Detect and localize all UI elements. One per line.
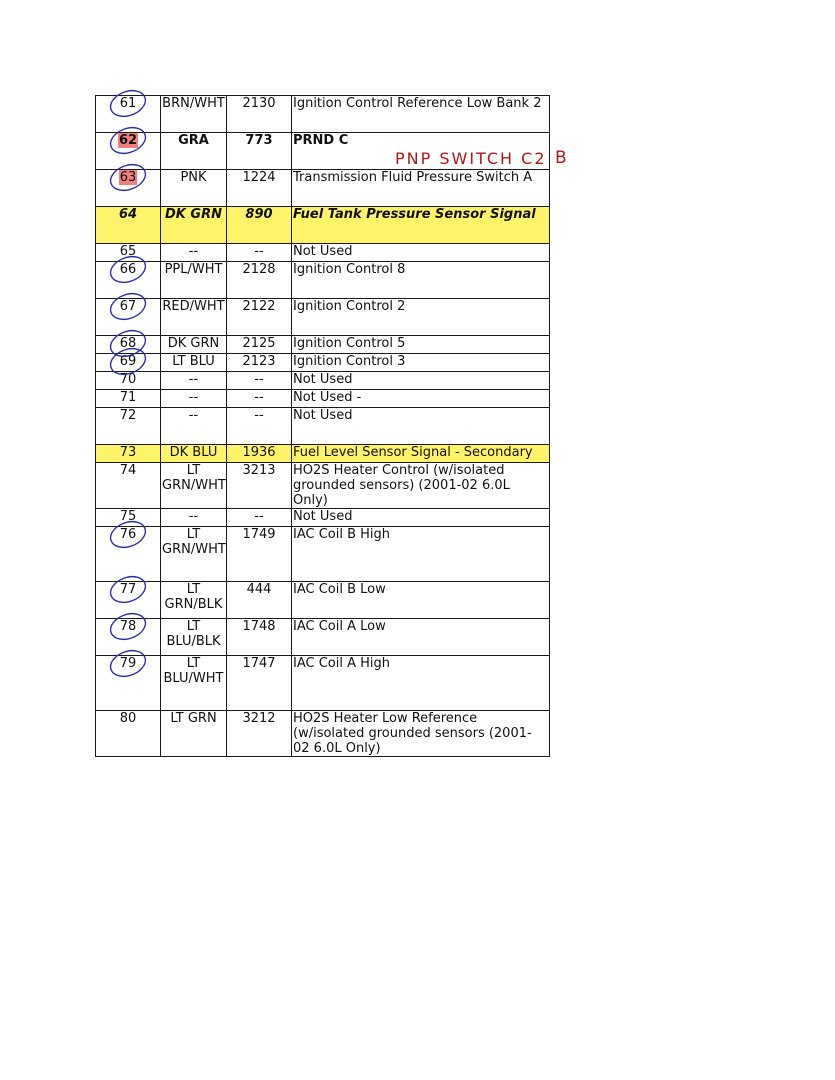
wire-color-cell: -- (161, 372, 227, 390)
table-row (96, 527, 550, 582)
pin-number: 80 (119, 711, 137, 726)
wire-color-cell: LT GRN (161, 711, 227, 757)
pin-number-cell (96, 656, 161, 711)
wire-color-cell: LT BLU (161, 354, 227, 372)
pin-number-cell (96, 527, 161, 582)
wire-color-cell: PPL/WHT (161, 262, 227, 299)
table-row (96, 372, 550, 390)
table-row (96, 336, 550, 354)
pin-number-cell (96, 463, 161, 509)
table-row (96, 170, 550, 207)
pin-function-cell: Ignition Control 3 (292, 354, 550, 372)
circuit-number-cell: -- (227, 509, 292, 527)
table-row (96, 711, 550, 757)
pin-number: 62 (118, 133, 138, 148)
pin-function-cell: PRND C (292, 133, 550, 170)
circuit-number-cell: 1936 (227, 445, 292, 463)
pin-number: 70 (119, 372, 137, 387)
wire-color-cell: -- (161, 509, 227, 527)
circuit-number-cell: 2125 (227, 336, 292, 354)
pin-number: 76 (119, 527, 137, 542)
wire-color-cell: LT BLU/WHT (161, 656, 227, 711)
table-row (96, 354, 550, 372)
table-row (96, 445, 550, 463)
wire-color-cell: -- (161, 408, 227, 445)
pin-function-cell: Ignition Control 8 (292, 262, 550, 299)
circuit-number-cell: -- (227, 244, 292, 262)
pin-number-cell (96, 262, 161, 299)
table-row (96, 390, 550, 408)
pin-function-cell: Ignition Control 2 (292, 299, 550, 336)
circuit-number-cell: 3212 (227, 711, 292, 757)
pin-function-cell: Not Used (292, 408, 550, 445)
table-row (96, 299, 550, 336)
circuit-number-cell: 2130 (227, 96, 292, 133)
pin-number: 68 (119, 336, 137, 351)
pin-function-cell: IAC Coil A High (292, 656, 550, 711)
circuit-number-cell: 773 (227, 133, 292, 170)
pin-function-cell: Not Used (292, 372, 550, 390)
pin-number: 78 (119, 619, 137, 634)
wire-color-cell: -- (161, 390, 227, 408)
table-row (96, 656, 550, 711)
pin-number-cell (96, 711, 161, 757)
pin-number: 66 (119, 262, 137, 277)
wire-color-cell: DK GRN (161, 207, 227, 244)
circuit-number-cell: 1224 (227, 170, 292, 207)
circuit-number-cell: 2122 (227, 299, 292, 336)
circuit-number-cell: -- (227, 372, 292, 390)
pin-number: 71 (119, 390, 137, 405)
pin-number-cell (96, 299, 161, 336)
wire-color-cell: RED/WHT (161, 299, 227, 336)
circuit-number-cell: 3213 (227, 463, 292, 509)
pin-number-cell (96, 372, 161, 390)
handwritten-note: PNP SWITCH C2 (395, 149, 547, 168)
wire-color-cell: LT GRN/WHT (161, 463, 227, 509)
pin-number-cell (96, 619, 161, 656)
pin-number-cell (96, 445, 161, 463)
circuit-number-cell: -- (227, 408, 292, 445)
circuit-number-cell: 444 (227, 582, 292, 619)
table-row (96, 244, 550, 262)
circuit-number-cell: 2123 (227, 354, 292, 372)
circuit-number-cell: 890 (227, 207, 292, 244)
pin-function-cell: Not Used (292, 244, 550, 262)
pin-number: 64 (118, 207, 138, 222)
margin-letter: B (555, 148, 569, 168)
pin-function-cell: Ignition Control Reference Low Bank 2 (292, 96, 550, 133)
wire-color-cell: LT GRN/BLK (161, 582, 227, 619)
pin-number: 75 (119, 509, 137, 524)
pin-number-cell (96, 582, 161, 619)
pin-number-cell (96, 336, 161, 354)
pin-number-cell (96, 170, 161, 207)
circuit-number-cell: 2128 (227, 262, 292, 299)
pin-number-cell (96, 408, 161, 445)
pin-number: 77 (119, 582, 137, 597)
pin-function-cell: IAC Coil B Low (292, 582, 550, 619)
pin-number: 72 (119, 408, 137, 423)
circuit-number-cell: 1749 (227, 527, 292, 582)
wire-color-cell: LT BLU/BLK (161, 619, 227, 656)
pin-function-cell: Fuel Level Sensor Signal - Secondary (292, 445, 550, 463)
table-row (96, 619, 550, 656)
pin-number: 65 (119, 244, 137, 259)
pin-function-cell: IAC Coil B High (292, 527, 550, 582)
wire-color-cell: DK BLU (161, 445, 227, 463)
circuit-number-cell: 1747 (227, 656, 292, 711)
table-row (96, 207, 550, 244)
circuit-number-cell: 1748 (227, 619, 292, 656)
wire-color-cell: LT GRN/WHT (161, 527, 227, 582)
pin-function-cell: Ignition Control 5 (292, 336, 550, 354)
pin-function-cell: Transmission Fluid Pressure Switch A (292, 170, 550, 207)
pin-number: 69 (119, 354, 137, 369)
wire-color-cell: DK GRN (161, 336, 227, 354)
table-row (96, 262, 550, 299)
pin-number: 67 (119, 299, 137, 314)
pin-number-cell (96, 509, 161, 527)
pin-number: 73 (119, 445, 137, 460)
pin-number: 63 (119, 170, 137, 185)
pin-function-cell: Fuel Tank Pressure Sensor Signal (292, 207, 550, 244)
pin-number: 61 (119, 96, 137, 111)
pin-function-cell: Not Used - (292, 390, 550, 408)
pin-number: 74 (119, 463, 137, 478)
circuit-number-cell: -- (227, 390, 292, 408)
pin-number-cell (96, 133, 161, 170)
pin-function-cell: HO2S Heater Low Reference (w/isolated grounded sensors (2001-02 6.0L Only) (292, 711, 550, 757)
table-row (96, 582, 550, 619)
pin-number-cell (96, 390, 161, 408)
wire-color-cell: GRA (161, 133, 227, 170)
pin-number-cell (96, 207, 161, 244)
table-row (96, 408, 550, 445)
connector-pinout-table (95, 95, 550, 757)
wire-color-cell: PNK (161, 170, 227, 207)
wire-color-cell: BRN/WHT (161, 96, 227, 133)
pin-function-cell: HO2S Heater Control (w/isolated grounded sensors) (2001-02 6.0L Only) (292, 463, 550, 509)
wire-color-cell: -- (161, 244, 227, 262)
table-row (96, 463, 550, 509)
pin-number-cell (96, 244, 161, 262)
table-row (96, 96, 550, 133)
pin-function-cell: IAC Coil A Low (292, 619, 550, 656)
pin-function-cell: Not Used (292, 509, 550, 527)
pin-number: 79 (119, 656, 137, 671)
pin-number-cell (96, 96, 161, 133)
pin-number-cell (96, 354, 161, 372)
table-row (96, 509, 550, 527)
